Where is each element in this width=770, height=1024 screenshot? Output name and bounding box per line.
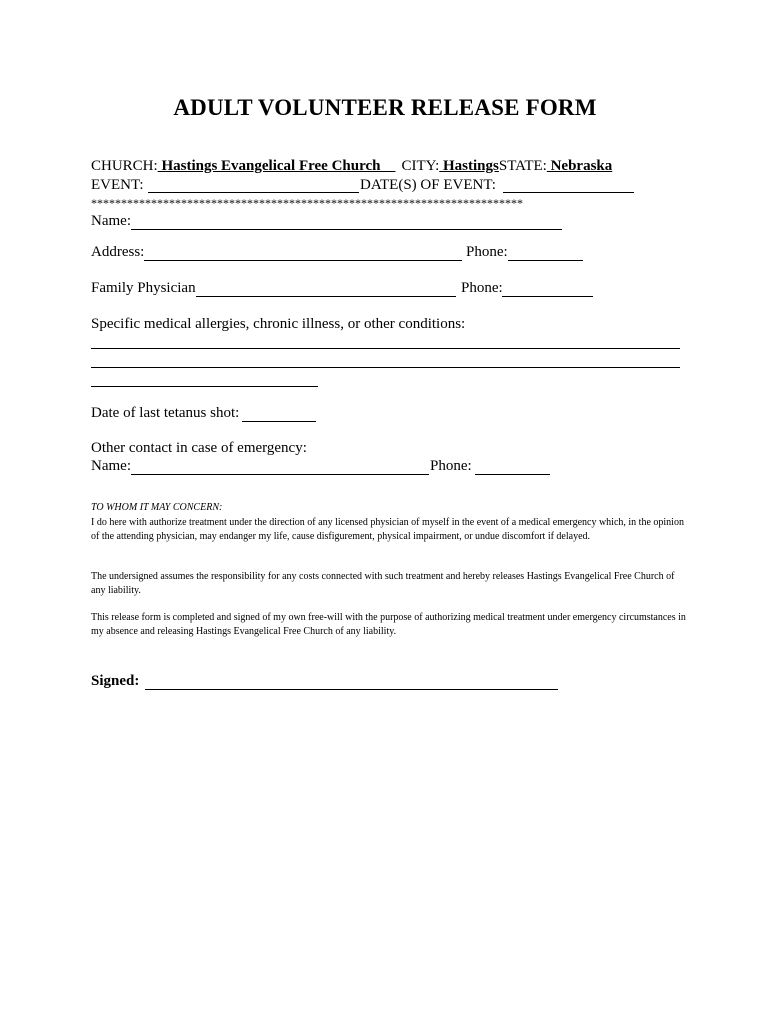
tetanus-label: Date of last tetanus shot:	[91, 405, 240, 421]
church-line	[91, 159, 612, 174]
emergency-heading: Other contact in case of emergency:	[91, 440, 307, 456]
event-input-line[interactable]	[148, 192, 359, 193]
name-label: Name:	[91, 213, 131, 229]
state-value[interactable]: Nebraska	[546, 158, 613, 174]
emergency-phone-input-line[interactable]	[475, 474, 550, 475]
tetanus-input-line[interactable]	[242, 421, 316, 422]
physician-label: Family Physician	[91, 280, 196, 296]
physician-phone-label: Phone:	[461, 280, 503, 296]
form-title: ADULT VOLUNTEER RELEASE FORM	[173, 95, 597, 120]
emergency-name-label: Name:	[91, 458, 131, 474]
address-input-line[interactable]	[144, 260, 462, 261]
city-label: CITY:	[401, 158, 440, 174]
event-label: EVENT:	[91, 177, 144, 193]
name-input-line[interactable]	[131, 229, 562, 230]
physician-input-line[interactable]	[196, 296, 456, 297]
address-phone-input-line[interactable]	[508, 260, 583, 261]
event-dates-input-line[interactable]	[503, 192, 634, 193]
physician-phone-input-line[interactable]	[502, 296, 593, 297]
conditions-label: Specific medical allergies, chronic illness, or other conditions:	[91, 316, 466, 332]
signed-label: Signed:	[91, 673, 140, 689]
legal-paragraph-3: This release form is completed and signed of my own free-will with the purpose of authorizing medical treatment under emergency circumstances in my absence and releasing Hastings Evangelical Free Church of any liability.	[91, 612, 686, 637]
state-label: STATE:	[498, 158, 547, 174]
signature-input-line[interactable]	[145, 689, 558, 690]
conditions-line-1[interactable]	[91, 348, 680, 349]
conditions-line-2[interactable]	[91, 367, 680, 368]
conditions-line-3[interactable]	[91, 386, 318, 387]
church-label: CHURCH:	[91, 158, 158, 174]
legal-paragraph-2: The undersigned assumes the responsibility for any costs connected with such treatment and hereby releases Hastings Evangelical Free Church of any liability.	[91, 571, 675, 596]
city-value[interactable]: Hastings	[439, 158, 499, 174]
address-label: Address:	[91, 244, 145, 260]
legal-salutation: TO WHOM IT MAY CONCERN:	[91, 502, 223, 513]
address-phone-label: Phone:	[466, 244, 508, 260]
emergency-phone-label: Phone:	[430, 458, 472, 474]
church-value[interactable]: Hastings Evangelical Free Church	[157, 158, 396, 174]
star-separator: ************************************************************************	[91, 196, 523, 210]
emergency-name-input-line[interactable]	[131, 474, 429, 475]
legal-paragraph-1: I do here with authorize treatment under the direction of any licensed physician of myself in the event of a medical emergency which, in the opinion of the attending physician, may endanger my life, cause disfigurement, physical impairment, or undue discomfort if delayed.	[91, 517, 684, 542]
event-dates-label: DATE(S) OF EVENT:	[360, 177, 496, 193]
